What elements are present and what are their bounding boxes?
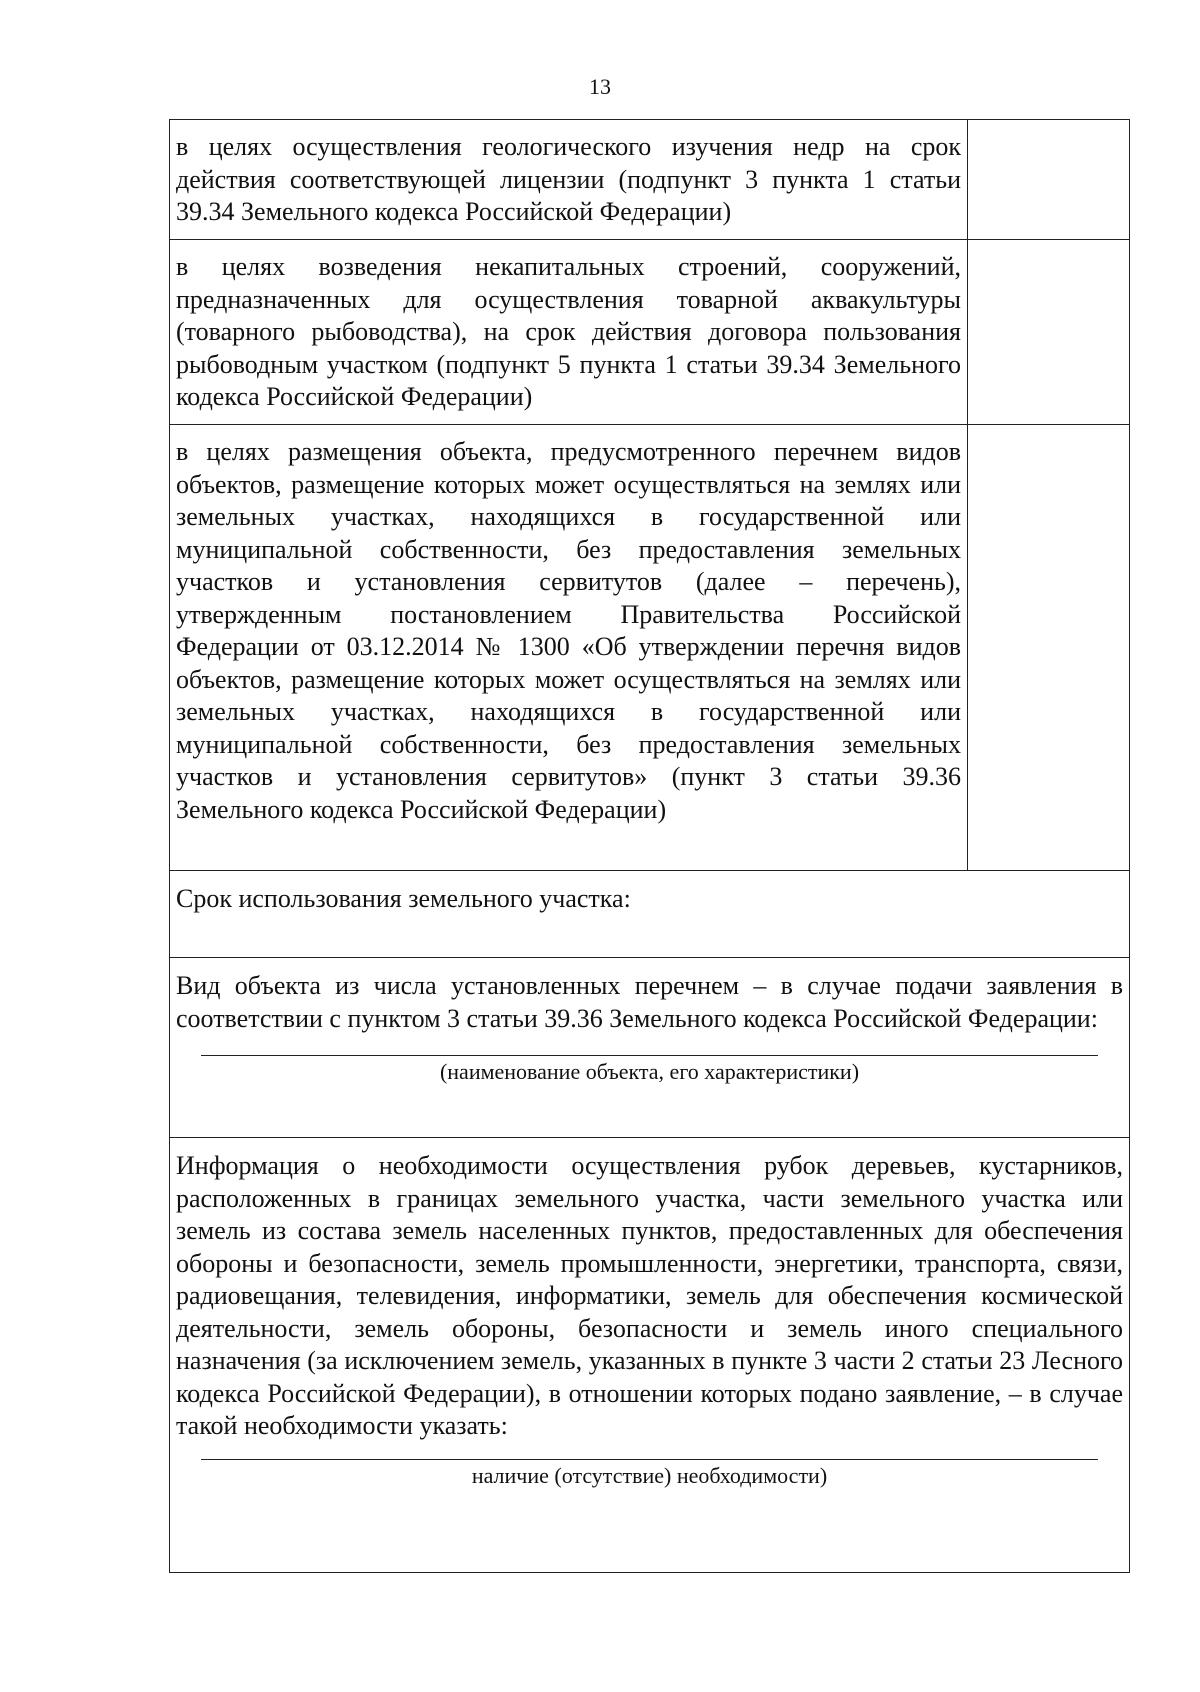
object-type-text: Вид объекта из числа установленных перечнем – в случае подачи заявления в соответствии с пунктом 3 статьи 39.36 Земельного кодекса Российской Федерации: (176, 971, 1123, 1033)
purpose-mark-cell[interactable] (968, 240, 1129, 424)
purpose-mark-cell[interactable] (968, 425, 1129, 870)
object-type-row (170, 958, 1129, 1138)
term-label[interactable]: Срок использования земельного участка: (176, 884, 631, 913)
purpose-row-geological-study (170, 120, 1129, 240)
object-type-caption: (наименование объекта, его характеристики) (439, 1059, 860, 1084)
object-type-fill-line[interactable] (201, 1055, 1098, 1056)
felling-info-text: Информация о необходимости осуществления рубок деревьев, кустарников, расположенных в границах земельного участка, части земельного участка или земель из состава земель населенных пунктов, предоставленных для обеспечения обороны и безопасности, земель промышленности, энергетики, транспорта, связи, радиовещания, телевидения, информатики, земель для обеспечения космической деятельности, земель обороны, безопасности и земель иного специального назначения (за исключением земель, указанных в пункте 3 части 2 статьи 23 Лесного кодекса Российской Федерации), в отношении которых подано заявление, – в случае такой необходимости указать: (176, 1151, 1123, 1440)
felling-info-fill-line[interactable] (201, 1459, 1098, 1460)
purpose-mark-cell[interactable] (968, 120, 1129, 239)
purpose-row-object-placement (170, 425, 1129, 871)
application-form-table (169, 119, 1130, 1573)
term-row (170, 871, 1129, 958)
felling-info-row (170, 1138, 1129, 1572)
felling-info-caption: наличие (отсутствие) необходимости) (471, 1462, 828, 1488)
purpose-text: в целях осуществления геологического изучения недр на срок действия соответствующей лицензии (подпункт 3 пункта 1 статьи 39.34 Земельного кодекса Российской Федерации) (170, 120, 968, 239)
purpose-text: в целях размещения объекта, предусмотренного перечнем видов объектов, размещение которых может осуществляться на землях или земельных участках, находящихся в государственной или муниципальной собственности, без предоставления земельных участков и установления сервитутов (далее – перечень), утвержденным постановлением Правительства Российской Федерации от 03.12.2014 № 1300 «Об утверждении перечня видов объектов, размещение которых может осуществляться на землях или земельных участках, находящихся в государственной или муниципальной собственности, без предоставления земельных участков и установления сервитутов» (пункт 3 статьи 39.36 Земельного кодекса Российской Федерации) (170, 425, 968, 870)
page-number: 13 (589, 74, 611, 99)
purpose-row-aquaculture (170, 240, 1129, 425)
purpose-text: в целях возведения некапитальных строений, сооружений, предназначенных для осуществления товарной аквакультуры (товарного рыбоводства), на срок действия договора пользования рыбоводным участком (подпункт 5 пункта 1 статьи 39.34 Земельного кодекса Российской Федерации) (170, 240, 968, 424)
